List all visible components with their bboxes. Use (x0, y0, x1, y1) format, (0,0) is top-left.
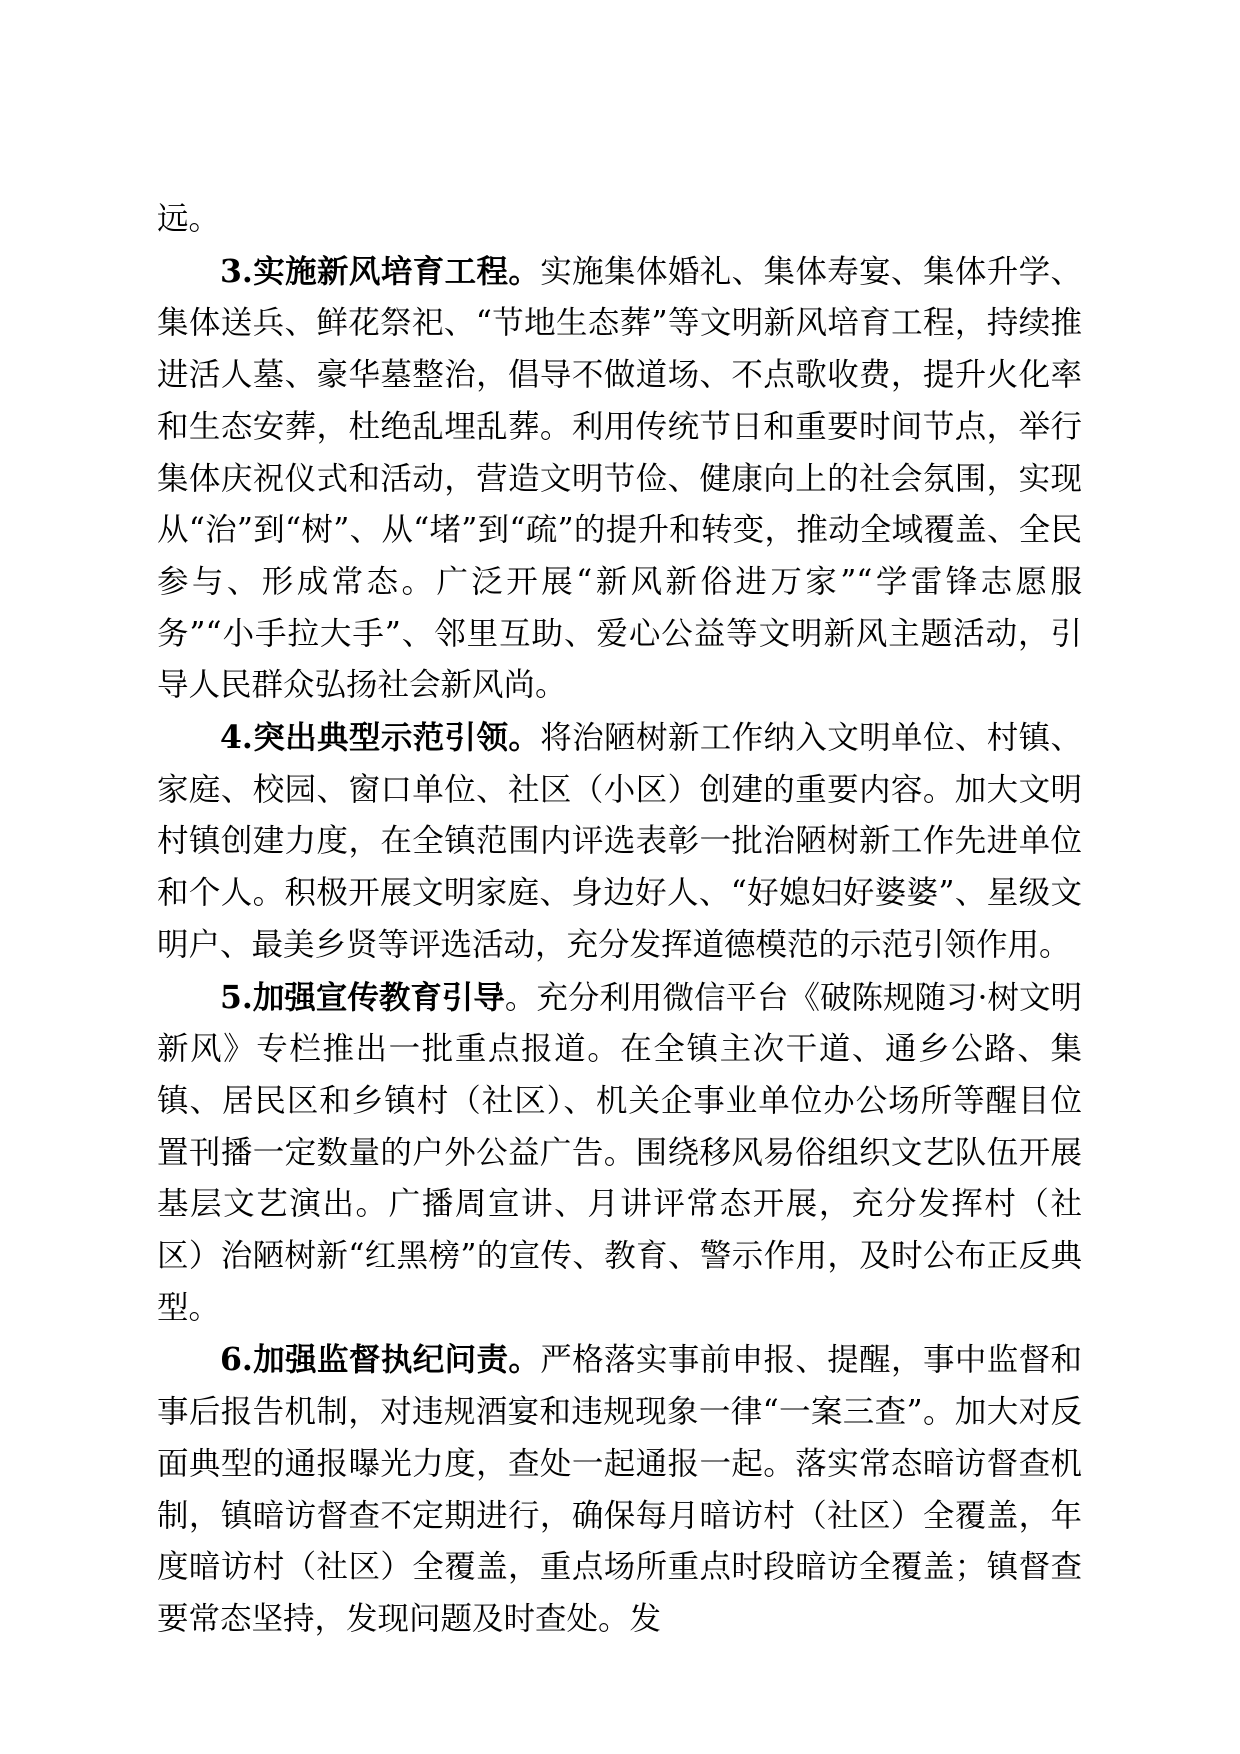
paragraph-3 (157, 246, 1082, 712)
section-heading-4: 4.突出典型示范引领。 (220, 719, 541, 757)
paragraph-4 (157, 712, 1082, 972)
paragraph-text: 严格落实事前申报、提醒，事中监督和事后报告机制，对违规酒宴和违规现象一律“一案三查”。加大对反面典型的通报曝光力度，查处一起通报一起。落实常态暗访督查机制，镇暗访督查不定期进行，确保每月暗访村（社区）全覆盖，年度暗访村（社区）全覆盖，重点场所重点时段暗访全覆盖；镇督查要常态坚持，发现问题及时查处。发 (157, 1342, 1082, 1637)
section-heading-6: 6.加强监督执纪问责。 (220, 1341, 541, 1379)
section-heading-3: 3.实施新风培育工程。 (220, 252, 541, 290)
paragraph-text: 实施集体婚礼、集体寿宴、集体升学、集体送兵、鲜花祭祀、“节地生态葬”等文明新风培育工程，持续推进活人墓、豪华墓整治，倡导不做道场、不点歌收费，提升火化率和生态安葬，杜绝乱埋乱葬。利用传统节日和重要时间节点，举行集体庆祝仪式和活动，营造文明节俭、健康向上的社会氛围，实现从“治”到“树”、从“堵”到“疏”的提升和转变，推动全域覆盖、全民参与、形成常态。广泛开展“新风新俗进万家”“学雷锋志愿服务”“小手拉大手”、邻里互助、爱心公益等文明新风主题活动，引导人民群众弘扬社会新风尚。 (157, 253, 1082, 704)
paragraph-text: 远。 (157, 201, 221, 237)
paragraph-5 (157, 972, 1082, 1335)
paragraph-continuation (157, 194, 1082, 246)
paragraph-text: 将治陋树新工作纳入文明单位、村镇、家庭、校园、窗口单位、社区（小区）创建的重要内容。加大文明村镇创建力度，在全镇范围内评选表彰一批治陋树新工作先进单位和个人。积极开展文明家庭、身边好人、“好媳妇好婆婆”、星级文明户、最美乡贤等评选活动，充分发挥道德模范的示范引领作用。 (157, 720, 1082, 963)
paragraph-text: 。充分利用微信平台《破陈规随习·树文明新风》专栏推出一批重点报道。在全镇主次干道、通乡公路、集镇、居民区和乡镇村（社区）、机关企事业单位办公场所等醒目位置刊播一定数量的户外公益广告。围绕移风易俗组织文艺队伍开展基层文艺演出。广播周宣讲、月讲评常态开展，充分发挥村（社区）治陋树新“红黑榜”的宣传、教育、警示作用，及时公布正反典型。 (157, 979, 1082, 1326)
paragraph-6 (157, 1334, 1082, 1645)
document-body (157, 194, 1082, 1646)
section-heading-5: 5.加强宣传教育引导 (220, 978, 505, 1016)
